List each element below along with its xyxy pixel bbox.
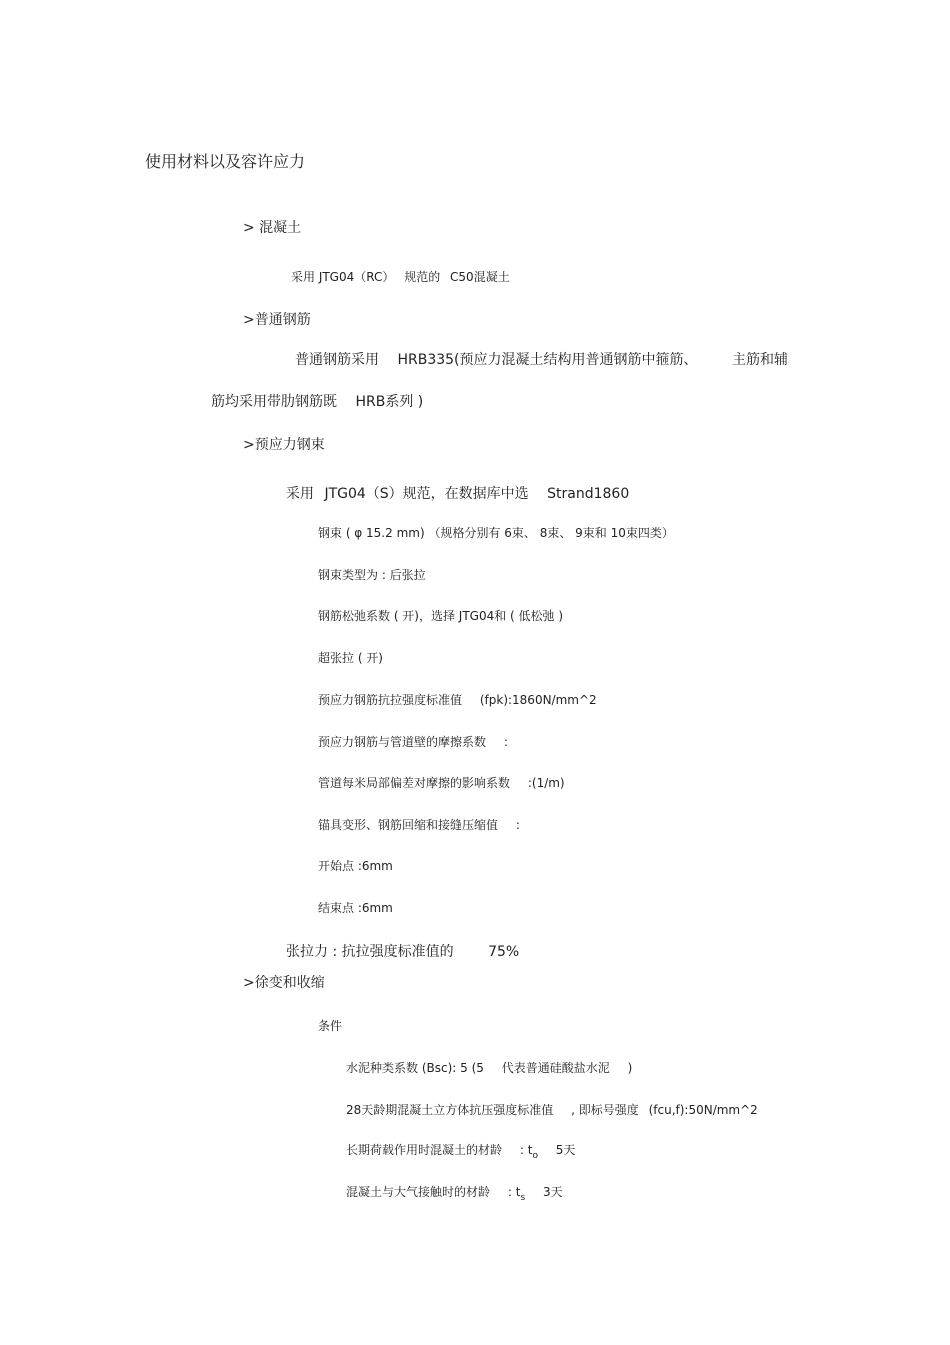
age-at-air-exposure — [346, 1186, 563, 1203]
item-anchor — [318, 819, 520, 831]
rebar-line2-b: HRB系列 ) — [355, 394, 424, 410]
section-heading-prestress: >预应力钢束 — [243, 437, 325, 453]
rebar-line1-a: 普通钢筋采用 — [295, 352, 379, 368]
page-title: 使用材料以及容许应力 — [145, 152, 306, 171]
item-end-point: 结束点 :6mm — [318, 901, 393, 915]
item-friction-value: : — [503, 735, 508, 749]
concrete-desc-grade: C50混凝土 — [450, 270, 510, 284]
age-air-symbol: t — [515, 1185, 521, 1199]
concrete-description — [291, 271, 510, 283]
item-relaxation: 钢筋松弛系数 ( 开)，选择 JTG04和 ( 低松弛 ) — [318, 609, 564, 623]
item-over-tension: 超张拉 ( 开) — [318, 651, 383, 665]
age-air-label: 混凝土与大气接触时的材龄 — [346, 1185, 491, 1199]
item-anchor-value: : — [515, 818, 520, 832]
tension-label: 张拉力 : 抗拉强度标准值的 — [286, 944, 454, 960]
concrete-strength-b: , 即标号强度 — [571, 1103, 639, 1117]
creep-conditions: 条件 — [318, 1019, 343, 1033]
item-fpk — [318, 694, 597, 706]
rebar-paragraph-line2 — [211, 395, 423, 409]
age-air-value: 3天 — [542, 1185, 563, 1199]
age-load-subscript: o — [532, 1151, 538, 1161]
age-load-label: 长期荷载作用时混凝土的材龄 — [346, 1143, 503, 1157]
concrete-desc-mid: 规范的 — [404, 270, 441, 284]
age-at-loading — [346, 1144, 575, 1161]
age-air-subscript: s — [520, 1193, 526, 1203]
cement-factor-c: ) — [627, 1061, 633, 1075]
item-strand-spec: 钢束 ( φ 15.2 mm) （规格分别有 6束、 8束、 9束和 10束四类） — [318, 526, 674, 540]
rebar-line2-a: 筋均采用带肋钢筋既 — [211, 394, 337, 410]
item-fpk-label: 预应力钢筋抗拉强度标准值 — [318, 693, 463, 707]
item-friction — [318, 736, 508, 748]
rebar-paragraph-line1 — [295, 353, 788, 367]
cement-factor-b: 代表普通硅酸盐水泥 — [501, 1061, 610, 1075]
section-heading-creep: >徐变和收缩 — [243, 975, 325, 991]
age-load-value: 5天 — [555, 1143, 576, 1157]
item-deviation-label: 管道每米局部偏差对摩擦的影响系数 — [318, 776, 511, 790]
concrete-desc-code: 采用 JTG04（RC） — [291, 270, 395, 284]
section-heading-concrete: > 混凝土 — [243, 220, 302, 236]
prestress-intro-a: 采用 — [286, 486, 314, 502]
age-air-colon: : — [507, 1185, 512, 1199]
item-strand-type: 钢束类型为 : 后张拉 — [318, 568, 426, 582]
age-load-colon: : — [519, 1143, 524, 1157]
concrete-strength-a: 28天龄期混凝土立方体抗压强度标准值 — [346, 1103, 554, 1117]
prestress-intro-c: Strand1860 — [547, 486, 630, 502]
cement-factor-a: 水泥种类系数 (Bsc): 5 (5 — [346, 1061, 484, 1075]
concrete-strength — [346, 1104, 758, 1116]
item-anchor-label: 锚具变形、钢筋回缩和接缝压缩值 — [318, 818, 499, 832]
tension-force — [286, 945, 519, 959]
concrete-strength-c: (fcu,f):50N/mm^2 — [648, 1103, 758, 1117]
rebar-line1-b: HRB335(预应力混凝土结构用普通钢筋中箍筋、 — [397, 352, 698, 368]
rebar-line1-c: 主筋和辅 — [731, 352, 788, 368]
item-deviation — [318, 777, 565, 789]
item-fpk-value: (fpk):1860N/mm^2 — [479, 693, 597, 707]
age-load-symbol: t — [527, 1143, 533, 1157]
item-friction-label: 预应力钢筋与管道壁的摩擦系数 — [318, 735, 487, 749]
cement-factor — [346, 1062, 632, 1074]
prestress-intro — [286, 487, 629, 501]
tension-value: 75% — [488, 944, 520, 960]
section-heading-rebar: >普通钢筋 — [243, 312, 311, 328]
item-start-point: 开始点 :6mm — [318, 859, 393, 873]
item-deviation-value: :(1/m) — [527, 776, 565, 790]
prestress-intro-b: JTG04（S）规范，在数据库中选 — [324, 486, 529, 502]
